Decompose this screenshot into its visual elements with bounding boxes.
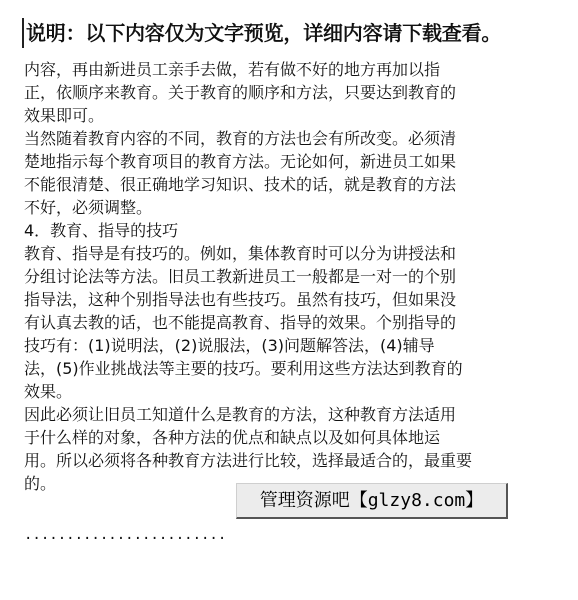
text-line: 的。	[24, 474, 57, 493]
text-line: 不能很清楚、很正确地学习知识、技术的话，就是教育的方法	[24, 175, 457, 194]
text-line: 有认真去教的话，也不能提高教育、指导的效果。个别指导的	[24, 313, 457, 332]
watermark-banner: 管理资源吧【glzy8.com】	[236, 483, 508, 519]
text-line: 指导法，这种个别指导法也有些技巧。虽然有技巧，但如果没	[24, 290, 457, 309]
text-line: 不好，必须调整。	[24, 198, 153, 217]
text-line: 效果。	[24, 382, 73, 401]
text-line: 效果即可。	[24, 106, 105, 125]
download-notice: 说明：以下内容仅为文字预览，详细内容请下载查看。	[22, 18, 578, 48]
text-line: 于什么样的对象，各种方法的优点和缺点以及如何具体地运	[24, 428, 441, 447]
text-line: 楚地指示每个教育项目的教育方法。无论如何，新进员工如果	[24, 152, 457, 171]
text-line: 技巧有：(1)说明法，(2)说服法，(3)问题解答法，(4)辅导	[24, 336, 435, 355]
text-line: 法，(5)作业挑战法等主要的技巧。要利用这些方法达到教育的	[24, 359, 463, 378]
text-line: 用。所以必须将各种教育方法进行比较，选择最适合的，最重要	[24, 451, 473, 470]
text-line: 正，依顺序来教育。关于教育的顺序和方法，只要达到教育的	[24, 83, 457, 102]
section-heading: 4．教育、指导的技巧	[24, 221, 179, 240]
text-line: 当然随着教育内容的不同，教育的方法也会有所改变。必须清	[24, 129, 457, 148]
text-line: 内容，再由新进员工亲手去做，若有做不好的地方再加以指	[24, 60, 441, 79]
text-line: 因此必须让旧员工知道什么是教育的方法，这种教育方法适用	[24, 405, 457, 424]
text-line: 教育、指导是有技巧的。例如，集体教育时可以分为讲授法和	[24, 244, 457, 263]
document-body	[24, 58, 564, 495]
ellipsis-divider: ························	[24, 531, 227, 547]
text-line: 分组讨论法等方法。旧员工教新进员工一般都是一对一的个别	[24, 267, 457, 286]
